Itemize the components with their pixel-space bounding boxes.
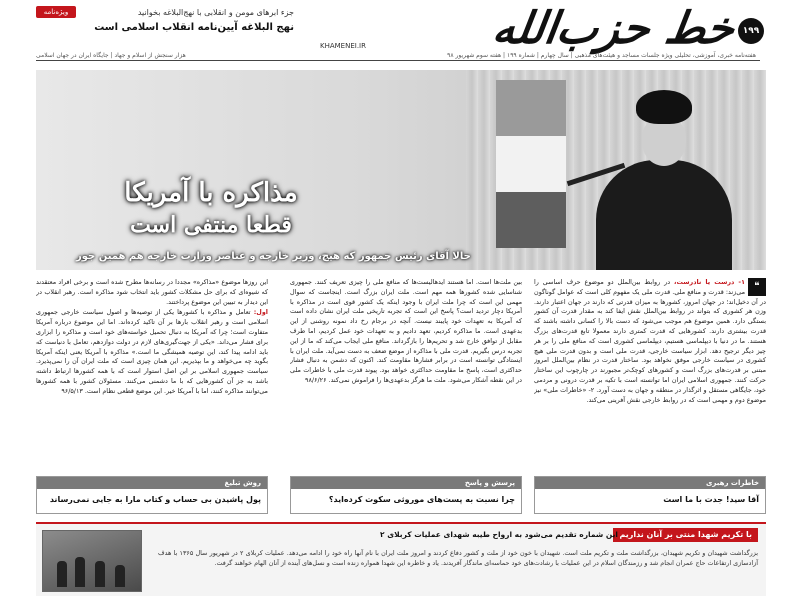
masthead-info-line-left: هزار سنجش از اسلام و جهاد | جایگاه ایران در جهان اسلامی	[36, 52, 186, 59]
headline-line-1: مذاکره با آمریکا	[124, 178, 298, 208]
column-lead: ۱- درست یا نادرست،	[674, 278, 745, 286]
headline-line-2: قطعا منتفی است	[130, 212, 292, 238]
teaser-title: چرا نسبت به پست‌های موروثی سکوت کرده‌اید؟	[328, 495, 515, 504]
article-column-right	[534, 278, 766, 468]
martyrs-photo	[42, 530, 142, 592]
teaser-title: آقا سید! جدت با ما است	[663, 495, 759, 504]
main-headline	[86, 176, 336, 240]
martyrs-title: با تکریم شهدا منتی بر آنان نداریم	[613, 528, 758, 542]
special-badge: ویژه‌نامه	[36, 6, 76, 18]
column-text: این روزها موضوع «مذاکره» مجددا در رسانه‌ها مطرح شده است و برخی افراد معتقدند که شیوه‌ای که برای حل مشکلات کشور باید انتخاب شود مذاکره است. رهبر انقلاب در این دیدار به تبیین این موضوع پرداختند.	[36, 278, 268, 306]
masthead-brand	[312, 4, 760, 54]
article-columns	[36, 278, 766, 470]
quote-mark-icon: ❝	[748, 278, 766, 296]
site-label: KHAMENEI.IR	[320, 42, 366, 50]
hero-subhead: حالا آقای رئیس جمهور که هیچ، وزیر خارجه و عناصر وزارت خارجه هم همین جور	[76, 251, 471, 262]
article-column-middle	[290, 278, 522, 468]
teaser-qa[interactable]	[290, 476, 522, 514]
teaser-section: روش تبلیغ	[37, 477, 267, 489]
martyrs-header	[138, 528, 758, 542]
teaser-method[interactable]	[36, 476, 268, 514]
teaser-section: پرسش و پاسخ	[291, 477, 521, 489]
column-text: بین ملت‌ها است. اما هستند ایدهالیست‌ها که منافع ملی را چیزی تعریف کنند. جمهوری شناسایی شده کشورها همه مهم است. ملت ایران بزرگ است. اینجاست که سوال مهمی این است که چرا ملت ایران با وجود اینکه یک کشور قوی است در مذاکره با آمریکا دچار تردید است؟ پاسخ این است که تجربه تاریخی ملت ایران نشان داده است که آمریکا به تعهدات خود پایبند نیست. آنچه در برجام رخ داد نمونه روشنی از این بدعهدی است. ما مذاکره کردیم، تعهد دادیم و به تعهدات خود عمل کردیم، اما طرف مقابل از توافق خارج شد و تحریم‌ها را بازگرداند. منافع ملی ایجاب می‌کند که ما از این تجربه درس بگیریم. قدرت ملی با مذاکره از موضع ضعف به دست نمی‌آید. ملت ایران با ایستادگی توانسته است در برابر فشارها مقاومت کند. اکنون که دشمن به دنبال فشار حداکثری است، پاسخ ما مقاومت حداکثری خواهد بود. پیوند قدرت ملی با خاطرات ملی در این نقطه آشکار می‌شود. ملت ما هرگز بدعهدی‌ها را فراموش نمی‌کند. ۹۸/۶/۲۶	[290, 278, 522, 384]
teaser-kicker: جزء ابرهای مومن و انقلابی با نهج‌البلاغه بخوانید	[137, 8, 294, 17]
teaser-section: خاطرات رهبری	[535, 477, 765, 489]
logo: خط حزب‌الله	[489, 3, 738, 54]
speaker-figure	[586, 90, 736, 270]
flag-icon	[496, 80, 566, 250]
masthead-divider	[36, 60, 760, 61]
column-text: تعامل و مذاکره با کشورها یکی از توصیه‌ها و اصول سیاست خارجی جمهوری اسلامی است و رهبر انقلاب بارها بر آن تاکید کرده‌اند. اما این موضوع درباره آمریکا متفاوت است؛ چرا که آمریکا به دنبال تحمیل خواسته‌های خود است و مذاکره را ابزاری برای فشار می‌داند. «یکی از جهت‌گیری‌های لازم در دولت دوازدهم، تعامل با دنیاست که باید ادامه پیدا کند، این توصیه همیشگی ما است.» مذاکره با آمریکا یعنی اینکه آمریکا بگوید چه می‌خواهد و ما بپذیریم. این همان چیزی است که ملت ایران آن را نمی‌پذیرد. سیاست جمهوری اسلامی بر این اصل استوار است که با همه کشورها ارتباط داشته باشد به جز آن کشورهایی که با ما دشمنی می‌کنند. مسئولان کشور با همه کشورها می‌توانند مذاکره کنند، اما با آمریکا خیر. این موضع قطعی نظام است. ۹۶/۵/۱۳	[36, 308, 268, 395]
column-text: در روابط بین‌الملل دو موضوع حرف اساسی را می‌زند: قدرت و منافع ملی. قدرت ملی یک مفهوم کلی است که عوامل گوناگون در آن دخیل‌اند؛ در جهان امروز، کشورها به میزان قدرتی که دارند در جهان اعتبار دارند. وزن هر کشوری که بتواند در روابط بین‌الملل نقش ایفا کند به مقدار قدرت آن کشور بستگی دارد. همین موضوع هم موجب می‌شود که دست بالا را کسانی داشته باشند که قدرت بیشتری دارند. کشورهایی که قدرت کمتری دارند معمولا تابع قدرت‌های بزرگ هستند. ما در دنیا با دیپلماسی هستیم، دیپلماسی کشوری است که منافع ملی را بر هر چیز دیگر ترجیح دهد. ابزار سیاست خارجی، قدرت ملی است و بدون قدرت ملی هیچ کشوری در سیاست خارجی موفق نخواهد بود. ساختار قدرت در نظام بین‌الملل امروز مبتنی بر قدرت‌های بزرگ است و کشورهای کوچک‌تر مجبورند در چارچوب این ساختار حرکت کنند. جمهوری اسلامی ایران اما توانسته است با تکیه بر قدرت درونی و مردمی خود، جایگاهی مستقل و اثرگذار در منطقه و جهان به دست آورد. ۲- «خاطرات ملی» نیز موضوع دوم و مهمی است که در روابط خارجی نقش آفرینی می‌کند.	[534, 278, 766, 404]
masthead-teaser	[36, 6, 294, 48]
column-point: اول:	[253, 308, 268, 317]
martyrs-text: بزرگداشت شهیدان و تکریم شهیدان، بزرگداشت ملت و تکریم ملت است. شهیدان با خون خود از ملت و کشور دفاع کردند و امروز ملت ایران با نام آنها راه خود را ادامه می‌دهد. عملیات کربلای ۲ در شهریور سال ۱۳۶۵ با هدف آزادسازی ارتفاعات حاج عمران انجام شد و رزمندگان اسلام در این عملیات با رشادت‌های خود حماسه‌ای ماندگار آفریدند. یاد و خاطره این شهدا همواره زنده است و نسل‌های آینده از آنان الهام خواهند گرفت.	[158, 549, 759, 567]
teaser-memories[interactable]	[534, 476, 766, 514]
teaser-title: نهج البلاغه آیین‌نامه انقلاب اسلامی است	[94, 22, 294, 33]
teaser-title: پول پاشیدن بی حساب و کتاب مارا به جایی نمی‌رساند	[49, 495, 261, 504]
section-teasers	[36, 476, 766, 516]
martyrs-box	[36, 522, 766, 596]
article-column-left	[36, 278, 268, 468]
hero-photo	[36, 70, 766, 270]
issue-number-badge: ۱۹۹	[738, 18, 764, 44]
martyrs-kicker: این شماره تقدیم می‌شود به ارواح طیبه شهدای عملیات کربلای ۲	[380, 530, 618, 539]
masthead-info-line: هفته‌نامه خبری، آموزشی، تحلیلی ویژه جلسات مساجد و هیئت‌های مذهبی | سال چهارم | شماره ۱۹۹ | هفته سوم شهریور ۹۸	[447, 52, 756, 59]
masthead	[0, 0, 800, 60]
